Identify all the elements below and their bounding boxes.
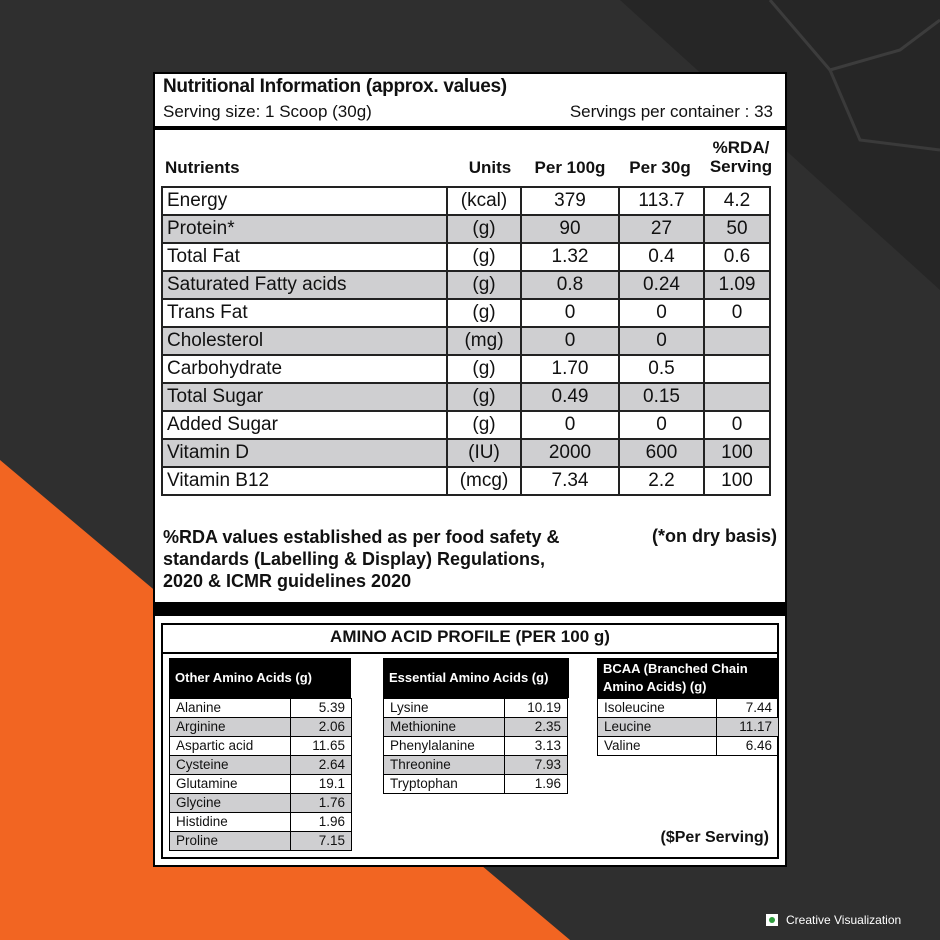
amino-row	[598, 737, 779, 756]
amino-row	[170, 832, 352, 851]
amino-name: Arginine	[170, 718, 291, 737]
dry-basis-note: (*on dry basis)	[651, 526, 777, 546]
amino-row	[384, 718, 568, 737]
nutrient-per30: 600	[619, 439, 704, 467]
amino-name: Histidine	[170, 813, 291, 832]
per-serving-note: ($Per Serving)	[660, 829, 769, 846]
nutrient-per100: 0	[521, 327, 619, 355]
amino-panel	[161, 623, 779, 859]
nutrient-per30: 2.2	[619, 467, 704, 495]
amino-name: Proline	[170, 832, 291, 851]
amino-value: 2.64	[291, 756, 352, 775]
amino-value: 1.96	[505, 775, 568, 794]
amino-row	[384, 775, 568, 794]
nutrient-name: Saturated Fatty acids	[162, 271, 447, 299]
nutrient-per100: 0.8	[521, 271, 619, 299]
amino-value: 3.13	[505, 737, 568, 756]
amino-name: Isoleucine	[598, 699, 717, 718]
col-rda: %RDA/ Serving	[709, 138, 773, 176]
nutrient-per30: 0	[619, 299, 704, 327]
creative-visualization-badge	[766, 913, 901, 927]
nutrient-rda: 100	[704, 467, 770, 495]
amino-name: Alanine	[170, 699, 291, 718]
nutrition-label	[153, 72, 787, 867]
nutrition-table	[161, 186, 771, 496]
nutrient-unit: (kcal)	[447, 187, 521, 215]
veg-mark-icon	[766, 914, 778, 926]
amino-title: AMINO ACID PROFILE (PER 100 g)	[330, 627, 610, 646]
header-rule	[155, 126, 785, 130]
rda-note	[163, 526, 559, 592]
nutrient-rda	[704, 355, 770, 383]
amino-value: 5.39	[291, 699, 352, 718]
amino-group-essential	[383, 658, 569, 794]
amino-value: 11.65	[291, 737, 352, 756]
amino-row	[170, 794, 352, 813]
nutrient-per30: 0.24	[619, 271, 704, 299]
nutrient-name: Added Sugar	[162, 411, 447, 439]
amino-value: 1.96	[291, 813, 352, 832]
nutrient-name: Carbohydrate	[162, 355, 447, 383]
amino-row	[170, 718, 352, 737]
nutrient-name: Total Sugar	[162, 383, 447, 411]
nutrient-per100: 379	[521, 187, 619, 215]
nutrient-row	[162, 215, 770, 243]
amino-name: Aspartic acid	[170, 737, 291, 756]
amino-table-other	[169, 698, 352, 851]
nutrient-row	[162, 411, 770, 439]
nutrient-rda	[704, 327, 770, 355]
nutrient-per100: 2000	[521, 439, 619, 467]
amino-group-other	[169, 658, 352, 851]
nutrient-unit: (g)	[447, 215, 521, 243]
nutrient-rda: 50	[704, 215, 770, 243]
group-heading: Other Amino Acids (g)	[169, 658, 351, 698]
amino-row	[170, 737, 352, 756]
nutrient-name: Trans Fat	[162, 299, 447, 327]
nutrient-row	[162, 187, 770, 215]
nutrient-per30: 0.5	[619, 355, 704, 383]
nutrient-rda: 100	[704, 439, 770, 467]
nutrient-per100: 7.34	[521, 467, 619, 495]
amino-name: Lysine	[384, 699, 505, 718]
nutrient-name: Protein*	[162, 215, 447, 243]
nutrient-unit: (mg)	[447, 327, 521, 355]
amino-value: 1.76	[291, 794, 352, 813]
amino-row	[384, 737, 568, 756]
amino-value: 2.06	[291, 718, 352, 737]
amino-name: Glycine	[170, 794, 291, 813]
nutrition-title: Nutritional Information (approx. values)	[163, 76, 507, 97]
nutrient-rda: 4.2	[704, 187, 770, 215]
amino-value: 7.15	[291, 832, 352, 851]
nutrient-row	[162, 271, 770, 299]
nutrient-rda	[704, 383, 770, 411]
amino-value: 2.35	[505, 718, 568, 737]
nutrient-per30: 0	[619, 327, 704, 355]
nutrient-per30: 0.4	[619, 243, 704, 271]
amino-row	[384, 756, 568, 775]
amino-group-bcaa	[597, 658, 779, 756]
nutrient-row	[162, 383, 770, 411]
nutrient-per30: 0.15	[619, 383, 704, 411]
col-nutrients: Nutrients	[165, 158, 240, 177]
amino-row	[170, 756, 352, 775]
nutrient-per30: 0	[619, 411, 704, 439]
nutrient-name: Energy	[162, 187, 447, 215]
amino-value: 6.46	[716, 737, 778, 756]
group-heading: BCAA (Branched Chain Amino Acids) (g)	[597, 658, 779, 698]
amino-name: Cysteine	[170, 756, 291, 775]
amino-value: 19.1	[291, 775, 352, 794]
nutrient-unit: (mcg)	[447, 467, 521, 495]
nutrient-rda: 1.09	[704, 271, 770, 299]
nutrient-unit: (g)	[447, 299, 521, 327]
nutrient-rda: 0.6	[704, 243, 770, 271]
nutrient-unit: (g)	[447, 243, 521, 271]
nutrient-rda: 0	[704, 411, 770, 439]
amino-name: Tryptophan	[384, 775, 505, 794]
amino-row	[598, 699, 779, 718]
amino-table-bcaa	[597, 698, 779, 756]
nutrient-unit: (g)	[447, 271, 521, 299]
amino-name: Valine	[598, 737, 717, 756]
nutrient-row	[162, 467, 770, 495]
nutrient-name: Cholesterol	[162, 327, 447, 355]
amino-row	[170, 699, 352, 718]
amino-row	[170, 813, 352, 832]
serving-size: Serving size: 1 Scoop (30g)	[163, 102, 372, 121]
nutrient-per100: 0.49	[521, 383, 619, 411]
nutrient-name: Total Fat	[162, 243, 447, 271]
amino-table-essential	[383, 698, 568, 794]
col-per30: Per 30g	[629, 158, 691, 177]
nutrient-row	[162, 439, 770, 467]
nutrient-name: Vitamin B12	[162, 467, 447, 495]
nutrient-unit: (g)	[447, 411, 521, 439]
amino-value: 7.93	[505, 756, 568, 775]
amino-name: Glutamine	[170, 775, 291, 794]
nutrient-row	[162, 327, 770, 355]
nutrient-unit: (g)	[447, 383, 521, 411]
amino-value: 11.17	[716, 718, 778, 737]
nutrient-unit: (IU)	[447, 439, 521, 467]
nutrient-per100: 0	[521, 411, 619, 439]
amino-value: 10.19	[505, 699, 568, 718]
nutrient-per100: 1.32	[521, 243, 619, 271]
servings-per-container: Servings per container : 33	[569, 102, 773, 121]
nutrient-per30: 27	[619, 215, 704, 243]
nutrient-row	[162, 299, 770, 327]
col-units: Units	[468, 158, 512, 177]
badge-text: Creative Visualization	[786, 913, 902, 927]
nutrient-per100: 90	[521, 215, 619, 243]
amino-row	[384, 699, 568, 718]
amino-name: Methionine	[384, 718, 505, 737]
nutrient-name: Vitamin D	[162, 439, 447, 467]
divider-bar	[155, 602, 785, 616]
amino-name: Leucine	[598, 718, 717, 737]
amino-row	[170, 775, 352, 794]
nutrient-per100: 1.70	[521, 355, 619, 383]
amino-name: Phenylalanine	[384, 737, 505, 756]
nutrient-rda: 0	[704, 299, 770, 327]
rda-note-line: 2020 & ICMR guidelines 2020	[163, 571, 412, 591]
nutrient-unit: (g)	[447, 355, 521, 383]
rda-note-line: standards (Labelling & Display) Regulations,	[163, 549, 546, 569]
amino-title-rule	[163, 652, 777, 654]
col-per100: Per 100g	[534, 158, 606, 177]
amino-row	[598, 718, 779, 737]
rda-note-line: %RDA values established as per food safety &	[163, 527, 560, 547]
amino-name: Threonine	[384, 756, 505, 775]
nutrient-per100: 0	[521, 299, 619, 327]
amino-value: 7.44	[716, 699, 778, 718]
group-heading: Essential Amino Acids (g)	[383, 658, 569, 698]
nutrient-per30: 113.7	[619, 187, 704, 215]
nutrient-row	[162, 355, 770, 383]
nutrient-row	[162, 243, 770, 271]
